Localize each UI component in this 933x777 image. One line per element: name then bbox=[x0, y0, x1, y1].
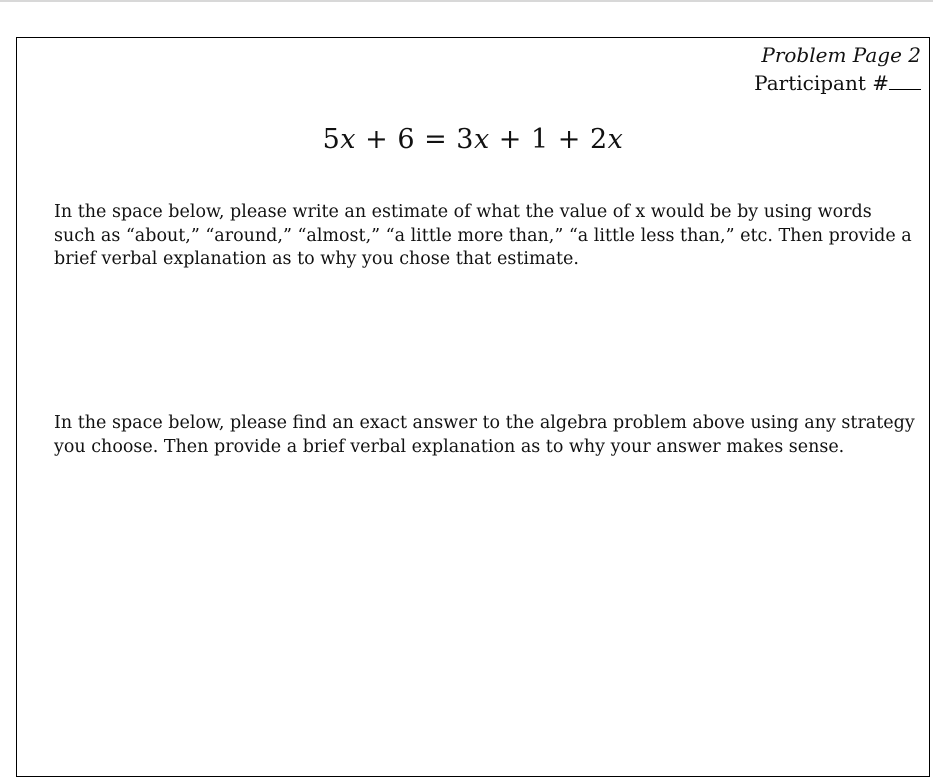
exact-answer-prompt: In the space below, please find an exact answer to the algebra problem above using any strategy you choose. Then provide a brief verbal explanation as to why your answer makes sense. bbox=[54, 413, 915, 457]
participant-blank[interactable] bbox=[889, 71, 921, 90]
participant-label: Participant # bbox=[754, 71, 889, 95]
page-title: Problem Page 2 bbox=[761, 43, 921, 67]
exact-answer-space[interactable] bbox=[54, 468, 916, 768]
worksheet-page bbox=[16, 37, 930, 777]
page-header bbox=[754, 41, 921, 97]
participant-field bbox=[754, 69, 921, 97]
estimate-answer-space[interactable] bbox=[54, 278, 916, 403]
estimate-prompt: In the space below, please write an estimate of what the value of x would be by using words such as “about,” “around,” “almost,” “a little more than,” “a little less than,” etc. Then provide a brief verbal explanation as to why you chose that estimate. bbox=[54, 202, 912, 269]
equation: 5𝑥 + 6 = 3𝑥 + 1 + 2𝑥 bbox=[322, 124, 624, 155]
top-rule bbox=[0, 0, 933, 2]
